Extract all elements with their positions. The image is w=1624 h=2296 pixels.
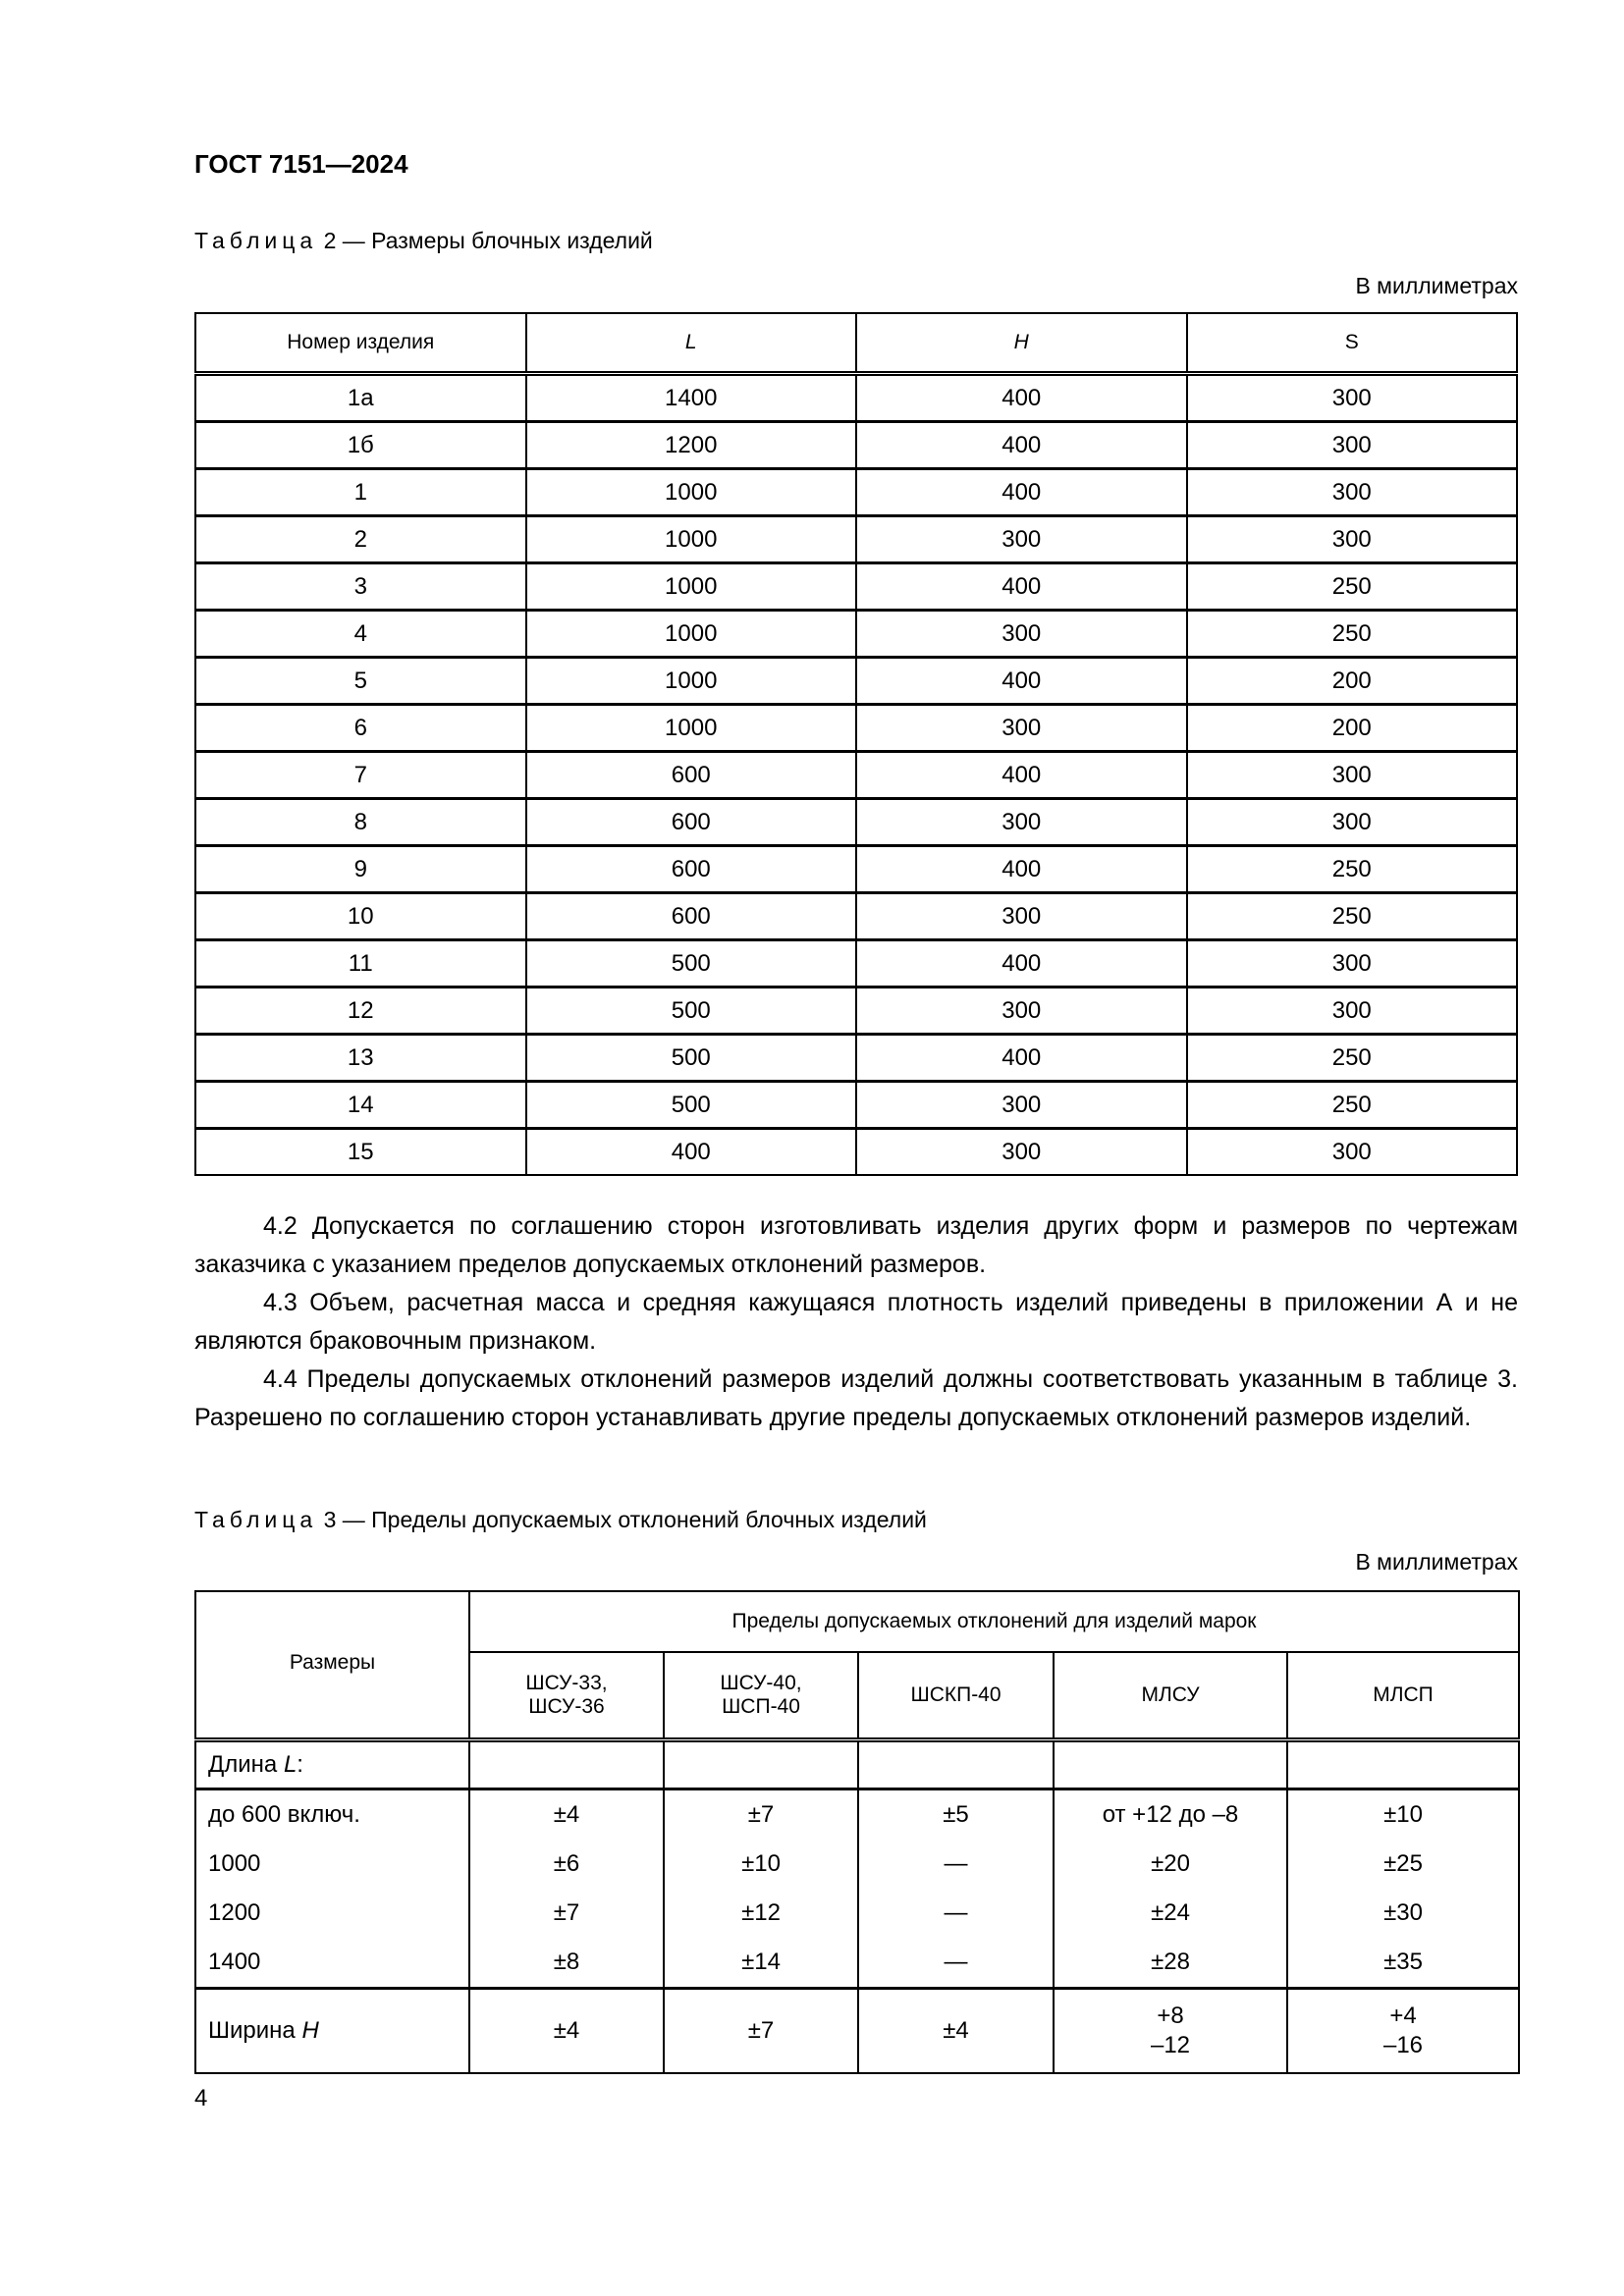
table-cell: ±8 bbox=[469, 1938, 664, 1989]
table-cell: 250 bbox=[1187, 846, 1518, 893]
paragraph: 4.4 Пределы допускаемых отклонений размеров изделий должны соответствовать указанным в таблице 3. Разрешено по соглашению сторон устанавливать другие пределы допускаемых отклонений размеров изделий. bbox=[194, 1365, 1518, 1431]
table-row bbox=[195, 752, 1517, 799]
table-row bbox=[195, 1938, 1519, 1989]
table-row bbox=[195, 1035, 1517, 1082]
table-cell: 1000 bbox=[526, 705, 857, 752]
table-cell: 12 bbox=[195, 988, 526, 1035]
table-cell: 1а bbox=[195, 374, 526, 422]
table-row bbox=[195, 611, 1517, 658]
table-cell: 1200 bbox=[526, 422, 857, 469]
table-cell: ±25 bbox=[1287, 1840, 1519, 1889]
column-header: S bbox=[1187, 313, 1518, 374]
table-cell: 4 bbox=[195, 611, 526, 658]
table-cell: 11 bbox=[195, 940, 526, 988]
document-title: ГОСТ 7151—2024 bbox=[194, 149, 408, 179]
table-cell: 1200 bbox=[195, 1889, 469, 1938]
table-row bbox=[195, 846, 1517, 893]
table-cell: 1000 bbox=[526, 611, 857, 658]
table-cell: 300 bbox=[1187, 799, 1518, 846]
table-cell: 300 bbox=[856, 988, 1187, 1035]
table-cell: ±14 bbox=[664, 1938, 858, 1989]
table-cell: 250 bbox=[1187, 1082, 1518, 1129]
table-cell: 400 bbox=[856, 374, 1187, 422]
table-cell: 7 bbox=[195, 752, 526, 799]
table-cell: ±5 bbox=[858, 1789, 1054, 1841]
brand-header: ШСКП-40 bbox=[858, 1652, 1054, 1740]
row-label: Ширина H bbox=[195, 1989, 469, 2074]
table-cell: ±6 bbox=[469, 1840, 664, 1889]
table-cell: 400 bbox=[856, 752, 1187, 799]
table-cell: 9 bbox=[195, 846, 526, 893]
table-cell: 1000 bbox=[526, 563, 857, 611]
caption-word: Таблица bbox=[194, 1507, 318, 1532]
column-group-header: Пределы допускаемых отклонений для изделий марок bbox=[469, 1591, 1519, 1652]
table-cell: 8 bbox=[195, 799, 526, 846]
table-cell: 250 bbox=[1187, 611, 1518, 658]
table-cell: ±4 bbox=[858, 1989, 1054, 2074]
column-header-sizes: Размеры bbox=[195, 1591, 469, 1740]
table-header-row bbox=[195, 1591, 1519, 1652]
table-cell: 250 bbox=[1187, 563, 1518, 611]
table-cell: 600 bbox=[526, 846, 857, 893]
width-row bbox=[195, 1989, 1519, 2074]
empty-cell bbox=[469, 1740, 664, 1789]
table-row bbox=[195, 469, 1517, 516]
table-row bbox=[195, 374, 1517, 422]
table-cell: от +12 до –8 bbox=[1054, 1789, 1287, 1841]
column-header: Номер изделия bbox=[195, 313, 526, 374]
table-cell: ±24 bbox=[1054, 1889, 1287, 1938]
table-cell: 300 bbox=[856, 516, 1187, 563]
table-cell: 300 bbox=[856, 799, 1187, 846]
table-row bbox=[195, 1129, 1517, 1176]
table-cell: ±10 bbox=[1287, 1789, 1519, 1841]
brand-header: ШСУ-33, ШСУ-36 bbox=[469, 1652, 664, 1740]
table-cell: 300 bbox=[1187, 469, 1518, 516]
length-label-row bbox=[195, 1740, 1519, 1789]
table-cell: — bbox=[858, 1840, 1054, 1889]
table-cell: ±4 bbox=[469, 1789, 664, 1841]
empty-cell bbox=[664, 1740, 858, 1789]
table3-caption bbox=[194, 1507, 927, 1533]
table-cell: 500 bbox=[526, 940, 857, 988]
table-row bbox=[195, 940, 1517, 988]
table-cell: 300 bbox=[1187, 988, 1518, 1035]
table-cell: 300 bbox=[856, 893, 1187, 940]
table-cell: 300 bbox=[856, 1129, 1187, 1176]
table-row bbox=[195, 893, 1517, 940]
table-cell: 300 bbox=[856, 611, 1187, 658]
table-cell: 300 bbox=[1187, 940, 1518, 988]
table-cell: 400 bbox=[856, 563, 1187, 611]
table-cell: — bbox=[858, 1938, 1054, 1989]
table-cell: 300 bbox=[856, 1082, 1187, 1129]
table-cell: 600 bbox=[526, 752, 857, 799]
table-cell: 200 bbox=[1187, 705, 1518, 752]
table-cell: 300 bbox=[1187, 422, 1518, 469]
table-cell: 400 bbox=[856, 940, 1187, 988]
table-cell: 250 bbox=[1187, 893, 1518, 940]
table-cell: ±20 bbox=[1054, 1840, 1287, 1889]
table-cell: ±12 bbox=[664, 1889, 858, 1938]
table-row bbox=[195, 1789, 1519, 1841]
table-header-row bbox=[195, 313, 1517, 374]
table-row bbox=[195, 799, 1517, 846]
table-cell: ±30 bbox=[1287, 1889, 1519, 1938]
table-cell: ±7 bbox=[664, 1789, 858, 1841]
table2-units: В миллиметрах bbox=[1355, 273, 1518, 298]
row-label: Длина L: bbox=[195, 1740, 469, 1789]
page-number: 4 bbox=[194, 2085, 208, 2111]
brand-header: ШСУ-40, ШСП-40 bbox=[664, 1652, 858, 1740]
table-cell: 5 bbox=[195, 658, 526, 705]
paragraph: 4.2 Допускается по соглашению сторон изготовливать изделия других форм и размеров по чертежам заказчика с указанием пределов допускаемых отклонений размеров. bbox=[194, 1212, 1518, 1278]
table-cell: 1400 bbox=[195, 1938, 469, 1989]
table-cell: 400 bbox=[856, 1035, 1187, 1082]
table-cell: 400 bbox=[856, 658, 1187, 705]
table-cell: 300 bbox=[856, 705, 1187, 752]
table-cell: 400 bbox=[856, 846, 1187, 893]
table-cell: ±35 bbox=[1287, 1938, 1519, 1989]
table-cell: 400 bbox=[856, 469, 1187, 516]
caption-word: Таблица bbox=[194, 228, 318, 253]
table-row bbox=[195, 658, 1517, 705]
caption-text: 3 — Пределы допускаемых отклонений блочных изделий bbox=[317, 1507, 927, 1532]
table3-tolerances bbox=[194, 1590, 1520, 2074]
table-cell: 6 bbox=[195, 705, 526, 752]
table-cell: 500 bbox=[526, 1035, 857, 1082]
table-cell: 1000 bbox=[526, 658, 857, 705]
table-cell: 13 bbox=[195, 1035, 526, 1082]
empty-cell bbox=[1287, 1740, 1519, 1789]
table-cell: 300 bbox=[1187, 752, 1518, 799]
table-cell: 400 bbox=[526, 1129, 857, 1176]
table3-units: В миллиметрах bbox=[1355, 1549, 1518, 1575]
table-cell: ±4 bbox=[469, 1989, 664, 2074]
table2-dimensions bbox=[194, 312, 1518, 1176]
table-row bbox=[195, 1840, 1519, 1889]
table-cell: 3 bbox=[195, 563, 526, 611]
empty-cell bbox=[858, 1740, 1054, 1789]
table-row bbox=[195, 705, 1517, 752]
table-cell: ±7 bbox=[664, 1989, 858, 2074]
table-row bbox=[195, 1889, 1519, 1938]
column-header: L bbox=[526, 313, 857, 374]
table-cell: 1000 bbox=[526, 469, 857, 516]
table-cell: ±28 bbox=[1054, 1938, 1287, 1989]
table-cell: 500 bbox=[526, 1082, 857, 1129]
brand-header: МЛСУ bbox=[1054, 1652, 1287, 1740]
table-cell: 1400 bbox=[526, 374, 857, 422]
table-row bbox=[195, 422, 1517, 469]
table-cell: ±7 bbox=[469, 1889, 664, 1938]
table-row bbox=[195, 516, 1517, 563]
table-row bbox=[195, 1082, 1517, 1129]
column-header: H bbox=[856, 313, 1187, 374]
brand-header: МЛСП bbox=[1287, 1652, 1519, 1740]
table-cell: +4 –16 bbox=[1287, 1989, 1519, 2074]
empty-cell bbox=[1054, 1740, 1287, 1789]
table-row bbox=[195, 563, 1517, 611]
table-row bbox=[195, 988, 1517, 1035]
table-cell: 300 bbox=[1187, 516, 1518, 563]
table-cell: +8 –12 bbox=[1054, 1989, 1287, 2074]
table-cell: 600 bbox=[526, 893, 857, 940]
table-cell: 600 bbox=[526, 799, 857, 846]
table-cell: 250 bbox=[1187, 1035, 1518, 1082]
table-cell: 2 bbox=[195, 516, 526, 563]
table-cell: 400 bbox=[856, 422, 1187, 469]
table-cell: 1 bbox=[195, 469, 526, 516]
table-cell: 1б bbox=[195, 422, 526, 469]
table-cell: до 600 включ. bbox=[195, 1789, 469, 1841]
table-cell: 300 bbox=[1187, 1129, 1518, 1176]
table-cell: 500 bbox=[526, 988, 857, 1035]
table-cell: 300 bbox=[1187, 374, 1518, 422]
paragraph: 4.3 Объем, расчетная масса и средняя кажущаяся плотность изделий приведены в приложении А и не являются браковочным признаком. bbox=[194, 1289, 1518, 1355]
table-cell: — bbox=[858, 1889, 1054, 1938]
table2-caption bbox=[194, 228, 653, 254]
caption-text: 2 — Размеры блочных изделий bbox=[317, 228, 653, 253]
body-text bbox=[194, 1207, 1518, 1437]
table-cell: 10 bbox=[195, 893, 526, 940]
table-cell: ±10 bbox=[664, 1840, 858, 1889]
table-cell: 200 bbox=[1187, 658, 1518, 705]
table-cell: 14 bbox=[195, 1082, 526, 1129]
table-cell: 1000 bbox=[195, 1840, 469, 1889]
table-cell: 15 bbox=[195, 1129, 526, 1176]
table-cell: 1000 bbox=[526, 516, 857, 563]
